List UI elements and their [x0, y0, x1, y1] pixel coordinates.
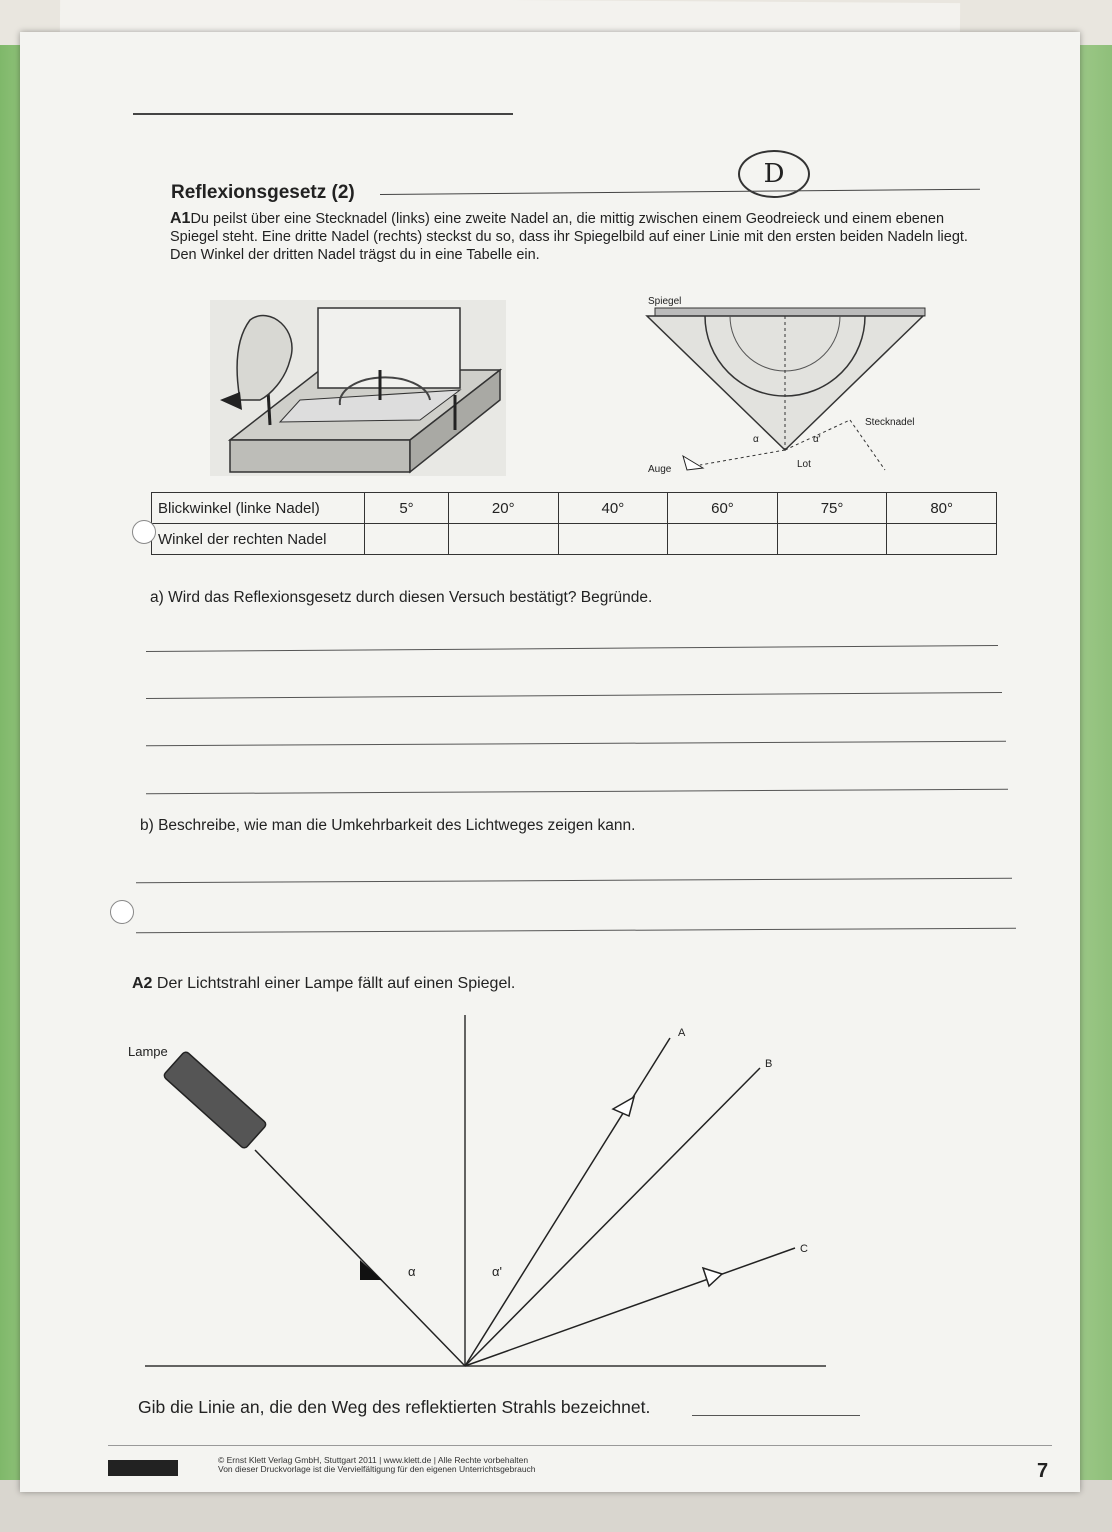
footer-line-1: © Ernst Klett Verlag GmbH, Stuttgart 2011 | www.klett.de | Alle Rechte vorbehalten	[218, 1455, 529, 1465]
footer-rule	[108, 1445, 1052, 1446]
punch-hole	[110, 900, 134, 924]
task2-number: A2	[132, 975, 153, 992]
angle-table	[151, 492, 997, 555]
publisher-logo	[108, 1460, 178, 1476]
table-cell-answer[interactable]	[365, 524, 449, 555]
label-lot: Lot	[797, 459, 811, 470]
row-header-rechte-nadel: Winkel der rechten Nadel	[152, 524, 365, 555]
label-spiegel: Spiegel	[648, 296, 682, 307]
ray-a	[465, 1038, 670, 1366]
table-cell-angle: 40°	[558, 493, 668, 524]
lamp-body	[163, 1051, 267, 1150]
table-cell-answer[interactable]	[668, 524, 778, 555]
label-a: A	[678, 1027, 686, 1039]
question-b: b) Beschreibe, wie man die Umkehrbarkeit des Lichtweges zeigen kann.	[140, 817, 636, 834]
page-title: Reflexionsgesetz (2)	[171, 182, 355, 203]
row-header-blickwinkel: Blickwinkel (linke Nadel)	[152, 493, 365, 524]
table-cell-angle: 5°	[365, 493, 449, 524]
task1-number: A1	[170, 210, 191, 227]
table-cell-angle: 80°	[887, 493, 997, 524]
label-lampe: Lampe	[128, 1044, 168, 1059]
table-row	[152, 524, 997, 555]
table-row	[152, 493, 997, 524]
experiment-illustration	[210, 300, 506, 476]
final-answer-line[interactable]	[692, 1415, 860, 1416]
circled-letter-badge: D	[738, 150, 810, 198]
table-cell-angle: 20°	[448, 493, 558, 524]
label-alpha-prime: α'	[813, 434, 821, 445]
task2-text: Der Lichtstrahl einer Lampe fällt auf einen Spiegel.	[156, 975, 516, 992]
label-alpha: α	[408, 1264, 416, 1279]
table-cell-answer[interactable]	[558, 524, 668, 555]
geodreieck-diagram	[645, 290, 945, 480]
incident-ray	[255, 1150, 465, 1366]
label-b: B	[765, 1058, 773, 1070]
table-cell-answer[interactable]	[448, 524, 558, 555]
arrow-a	[613, 1097, 634, 1116]
reflection-diagram	[120, 1010, 840, 1380]
arrow-c	[703, 1268, 722, 1286]
table-cell-answer[interactable]	[887, 524, 997, 555]
page-number: 7	[1037, 1460, 1049, 1482]
question-a: a) Wird das Reflexionsgesetz durch diesen Versuch bestätigt? Begründe.	[150, 589, 653, 606]
ray-c	[465, 1248, 795, 1366]
ray-b	[465, 1068, 760, 1366]
table-cell-angle: 60°	[668, 493, 778, 524]
table-cell-angle: 75°	[777, 493, 887, 524]
punch-hole	[132, 520, 156, 544]
label-alpha-prime: α'	[492, 1264, 502, 1279]
task1-text: Du peilst über eine Stecknadel (links) eine zweite Nadel an, die mittig zwischen einem Geodreieck und einem ebenen Spiegel steht. Eine dritte Nadel (rechts) steckst du so, dass ihr Spiegelbild auf einer Linie mit den ersten beiden Nadeln liegt. Den Winkel der dritten Nadel trägst du in eine Tabelle ein.	[170, 211, 968, 263]
footer-line-2: Von dieser Druckvorlage ist die Vervielfältigung für den eigenen Unterrichtsgebrauch	[218, 1464, 536, 1474]
label-alpha: α	[753, 434, 759, 445]
label-auge: Auge	[648, 464, 672, 475]
final-question: Gib die Linie an, die den Weg des reflektierten Strahls bezeichnet.	[138, 1397, 651, 1417]
task2-instruction	[132, 975, 515, 993]
table-cell-answer[interactable]	[777, 524, 887, 555]
task1-instruction	[170, 210, 980, 264]
label-c: C	[800, 1243, 808, 1255]
header-rule	[133, 113, 513, 115]
label-stecknadel: Stecknadel	[865, 417, 915, 428]
copyright-footer	[218, 1456, 536, 1474]
